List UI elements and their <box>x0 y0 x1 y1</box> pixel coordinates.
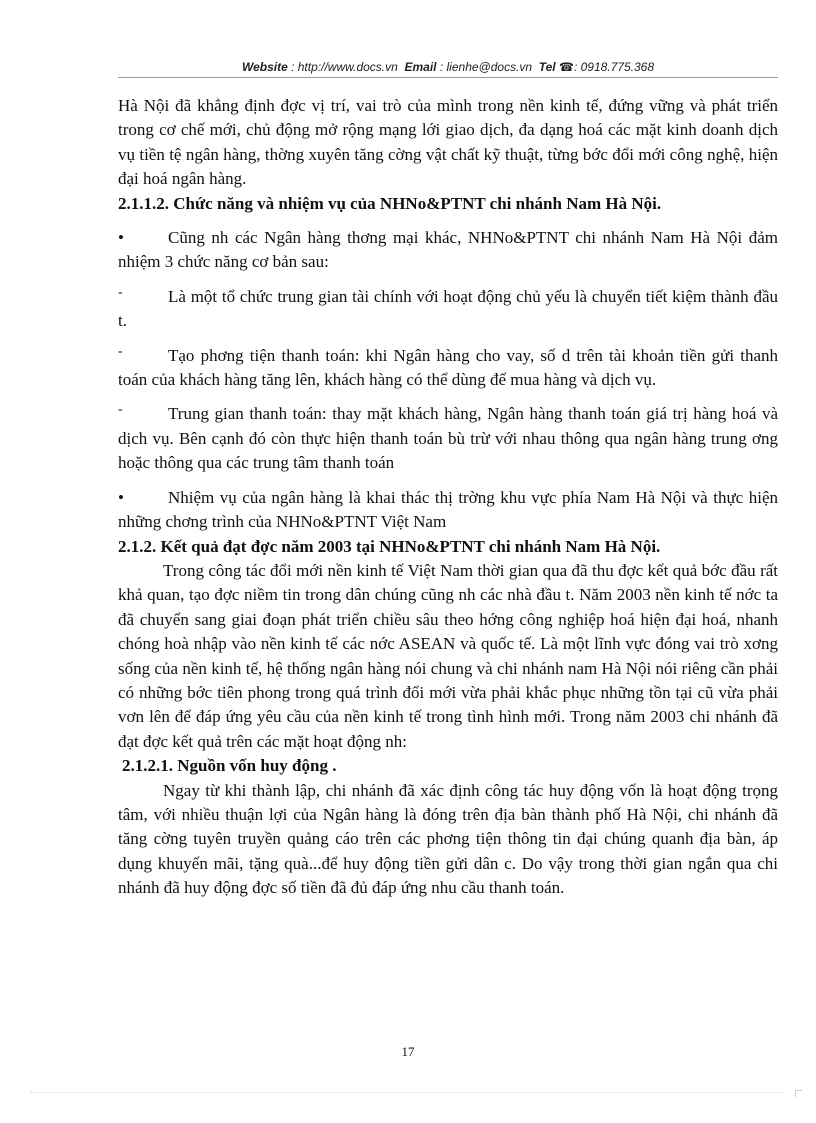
section-heading-2112: 2.1.1.2. Chức năng và nhiệm vụ của NHNo&PTNT chi nhánh Nam Hà Nội. <box>118 193 662 213</box>
list-item-text: Là một tổ chức trung gian tài chính với hoạt động chủ yếu là chuyển tiết kiệm thành đầu t. <box>118 286 778 331</box>
list-item-text: Tạo phơng tiện thanh toán: khi Ngân hàng cho vay, số d trên tài khoản tiền gửi thanh toán của khách hàng tăng lên, khách hàng có thể dùng để mua hàng và dịch vụ. <box>118 345 778 390</box>
phone-icon: ☎ <box>559 60 574 74</box>
email-value: : lienhe@docs.vn <box>439 60 533 74</box>
list-item <box>118 285 778 334</box>
document-body <box>118 94 778 901</box>
list-item <box>118 344 778 393</box>
list-item <box>118 486 778 535</box>
list-item-text: Cũng nh các Ngân hàng thơng mại khác, NHNo&PTNT chi nhánh Nam Hà Nội đảm nhiệm 3 chức năng cơ bản sau: <box>118 228 778 272</box>
paragraph-212: Trong công tác đổi mới nền kinh tế Việt Nam thời gian qua đã thu đợc kết quả bớc đầu rất khả quan, tạo đợc niềm tin trong dân chúng cũng nh các nhà đầu t. Năm 2003 nền kinh tế nớc ta đã chuyển sang giai đoạn phát triển chiều sâu theo hớng công nghiệp hoá hiện đại hoá, nhanh chóng hoà nhập vào nền kinh tế các nớc ASEAN và quốc tế. Là một lĩnh vực đóng vai trò xơng sống của nền kinh tế, hệ thống ngân hàng nói chung và chi nhánh nam Hà Nội nói riêng cần phải có những bớc tiên phong trong quá trình đổi mới vừa phải khắc phục những tồn tại cũ vừa phải vơn lên để đáp ứng yêu cầu của nền kinh tế trong tình hình mới. Trong năm 2003 chi nhánh đã đạt đợc kết quả trên các mặt hoạt động nh: <box>118 560 778 751</box>
section-heading-2121: 2.1.2.1. Nguồn vốn huy động . <box>122 756 337 776</box>
list-item-text: Trung gian thanh toán: thay mặt khách hàng, Ngân hàng thanh toán giá trị hàng hoá và dịch vụ. Bên cạnh đó còn thực hiện thanh toán bù trừ với nhau thông qua ngân hàng trung ơng hoặc thông qua các trung tâm thanh toán <box>118 404 778 473</box>
list-item <box>118 402 778 475</box>
page-number: 17 <box>401 1044 415 1059</box>
bullet-icon: • <box>118 487 124 507</box>
tel-label: Tel <box>538 60 556 74</box>
footer-rule <box>30 1092 786 1093</box>
section-heading-212: 2.1.2. Kết quả đạt đợc năm 2003 tại NHNo&PTNT chi nhánh Nam Hà Nội. <box>118 536 661 556</box>
dash-icon: - <box>118 284 123 300</box>
bullet-icon: • <box>118 228 124 248</box>
intro-paragraph: Hà Nội đã khẳng định đợc vị trí, vai trò của mình trong nền kinh tế, đứng vững và phát triển trong cơ chế mới, chủ động mở rộng mạng lới giao dịch, đa dạng hoá các mặt kinh doanh dịch vụ tiền tệ ngân hàng, thờng xuyên tăng cờng vật chất kỹ thuật, từng bớc đổi mới công nghệ, hiện đại hoá ngân hàng. <box>118 96 778 189</box>
dash-icon: - <box>118 402 123 418</box>
paragraph-2121: Ngay từ khi thành lập, chi nhánh đã xác định công tác huy động vốn là hoạt động trọng tâm, với nhiều thuận lợi của Ngân hàng là đóng trên địa bàn thành phố Hà Nội, chi nhánh đã tăng cờng tuyên truyền quảng cáo trên các phơng tiện thông tin đại chúng quanh địa bàn, áp dụng khuyến mãi, tặng quà...để huy động tiền gửi dân c. Do vậy trong thời gian ngắn qua chi nhánh đã huy động đợc số tiền đã đủ đáp ứng nhu cầu thanh toán. <box>118 780 778 898</box>
website-label: Website <box>241 60 288 74</box>
header-divider <box>118 77 778 78</box>
tel-value: : 0918.775.368 <box>573 60 655 74</box>
crop-mark <box>795 1090 802 1097</box>
website-value: : http://www.docs.vn <box>291 60 398 74</box>
list-item <box>118 226 778 275</box>
email-label: Email <box>404 60 437 74</box>
dash-icon: - <box>118 343 123 359</box>
list-item-text: Nhiệm vụ của ngân hàng là khai thác thị trờng khu vực phía Nam Hà Nội và thực hiện những chơng trình của NHNo&PTNT Việt Nam <box>118 487 778 532</box>
page-header <box>118 60 778 74</box>
